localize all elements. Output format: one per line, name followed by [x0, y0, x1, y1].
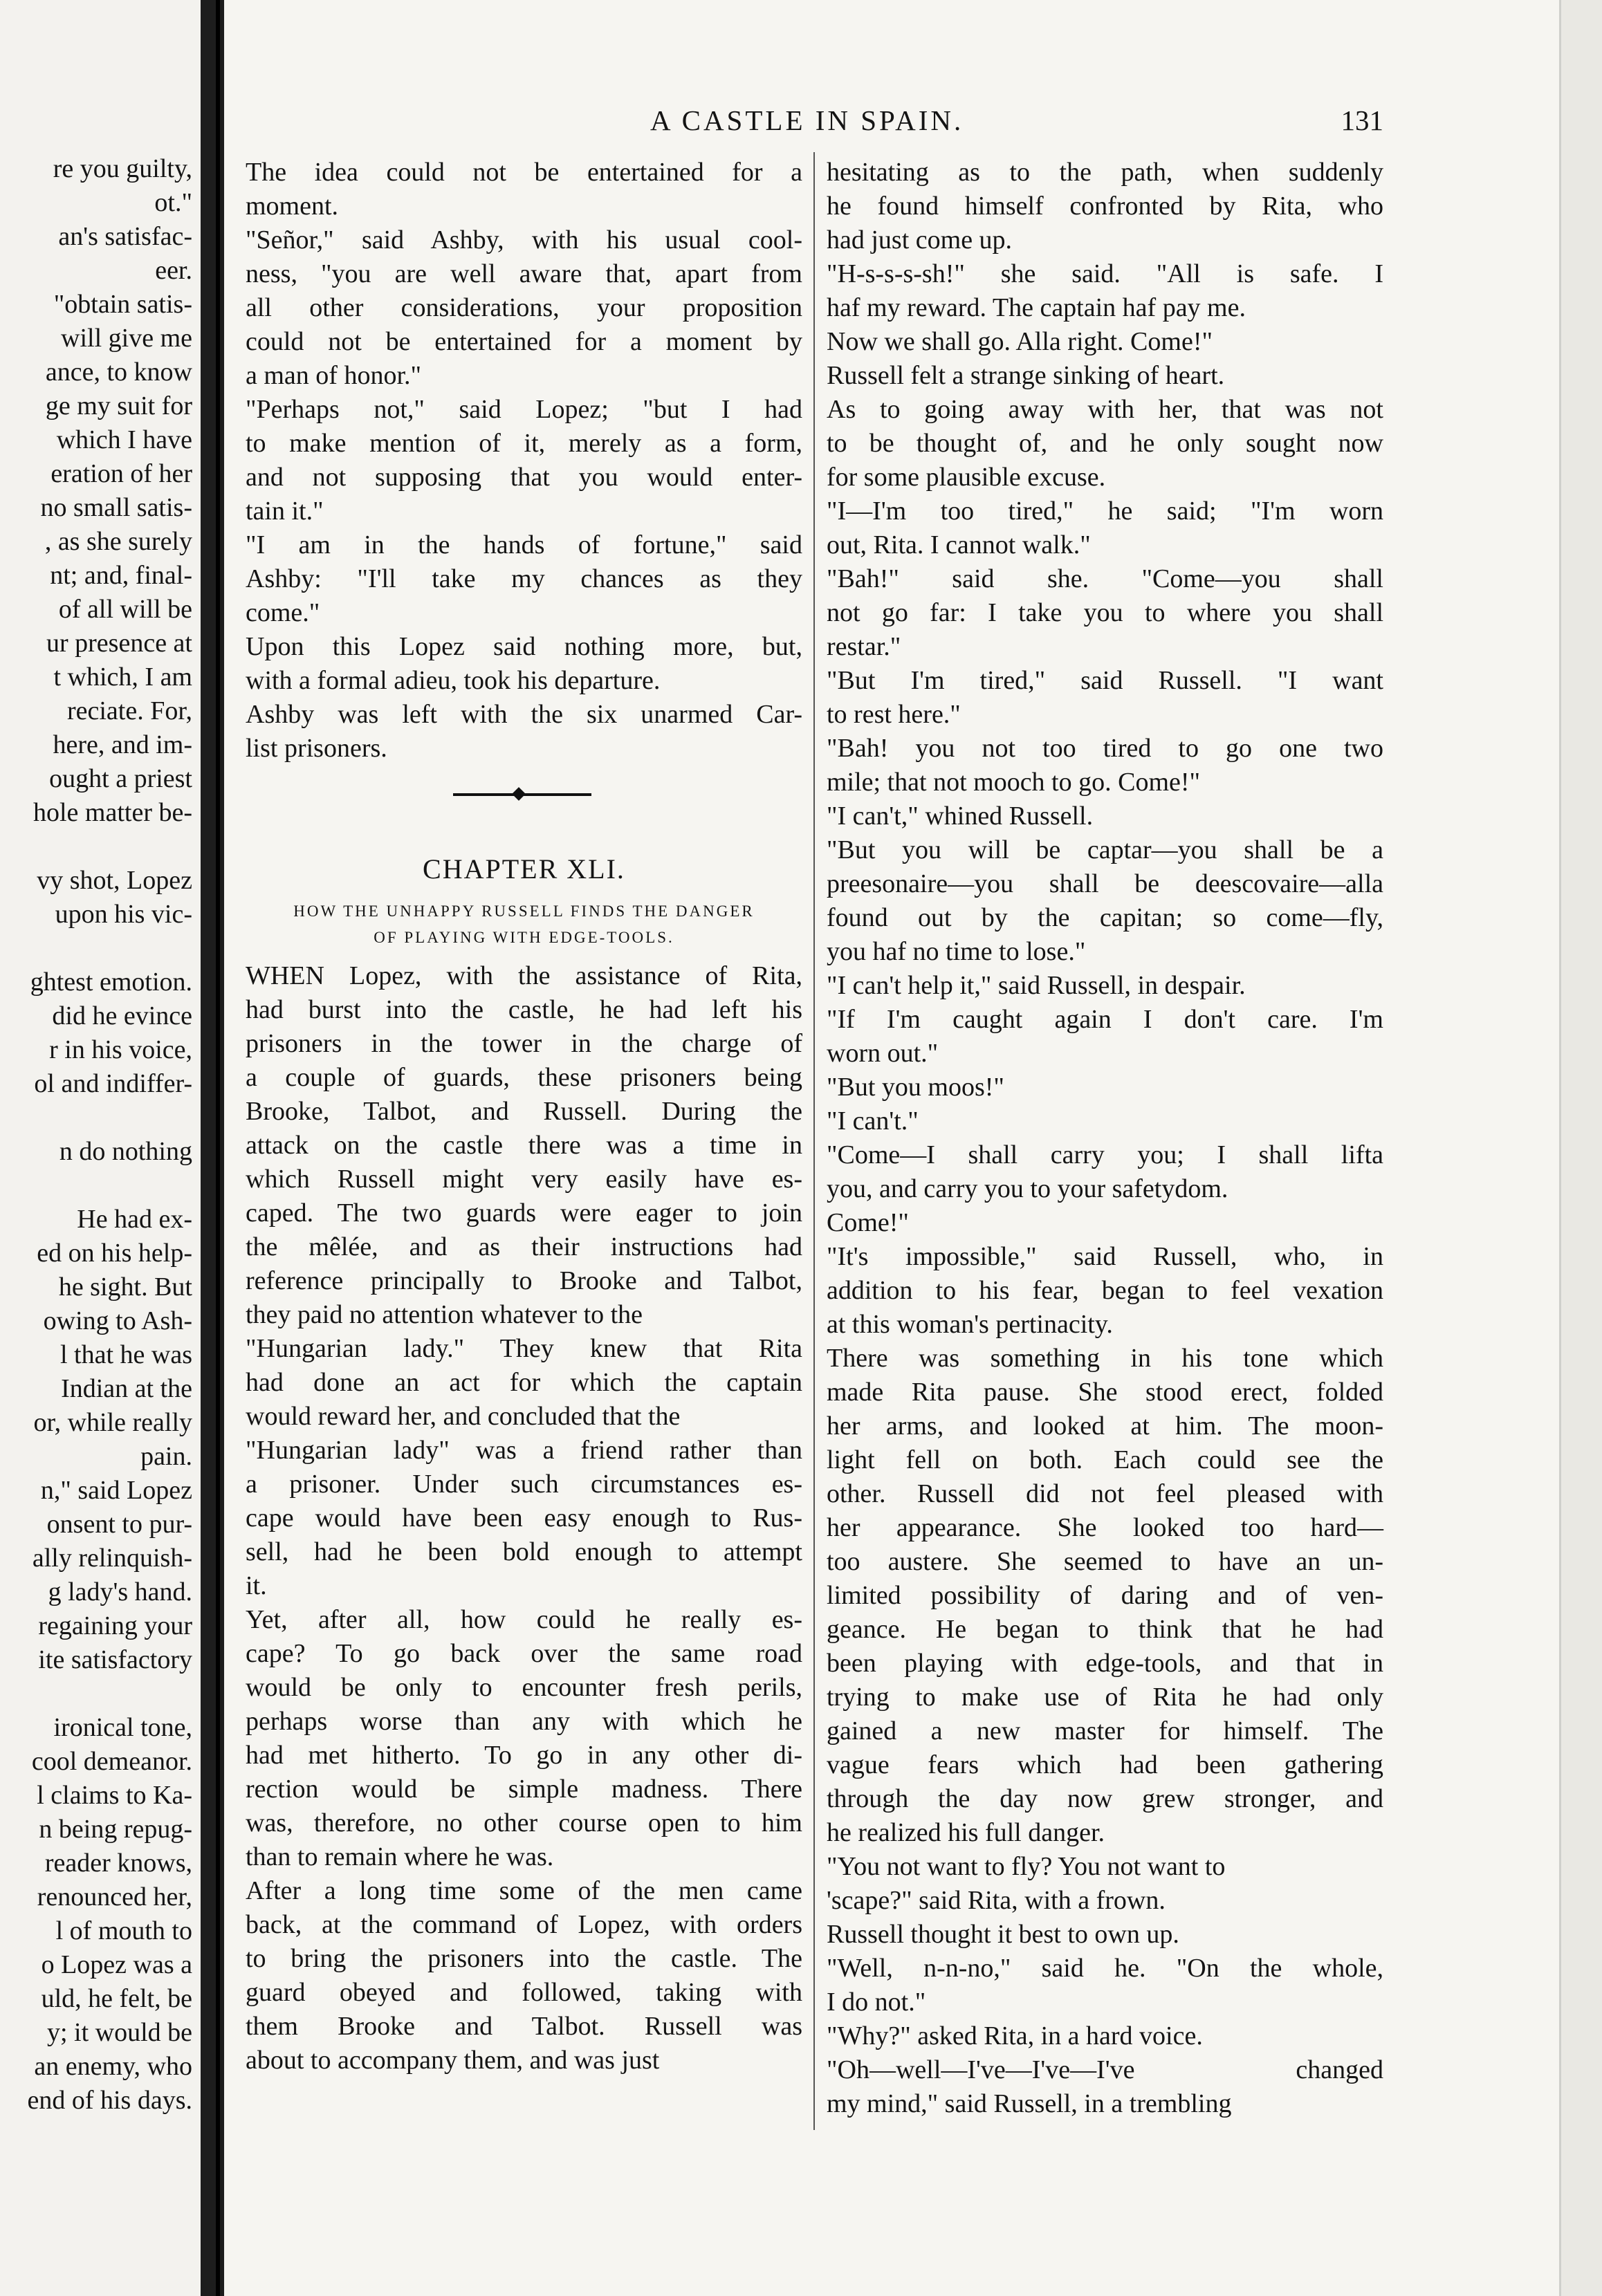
text-line: cape? To go back over the same road — [246, 1639, 802, 1668]
text-line: to be thought of, and he only sought now — [827, 429, 1383, 458]
text-line: "Well, n-n-no," said he. "On the whole, — [827, 1954, 1383, 1983]
text-line: with a formal adieu, took his departure. — [246, 666, 661, 695]
running-head — [422, 104, 1383, 145]
text-line: "I am in the hands of fortune," said — [246, 530, 802, 559]
text-line: about to accompany them, and was just — [246, 2046, 660, 2075]
text-line: "I can't." — [827, 1107, 919, 1136]
text-line: end of his days. — [27, 2086, 192, 2115]
text-line: Yet, after all, how could he really es- — [246, 1605, 802, 1634]
text-line: the mêlée, and as their instructions had — [246, 1232, 802, 1261]
text-line: The idea could not be entertained for a — [246, 158, 802, 187]
text-line: Now we shall go. Alla right. Come!" — [827, 327, 1213, 356]
text-line: could not be entertained for a moment by — [246, 327, 802, 356]
text-line: come." — [246, 598, 320, 627]
text-line: of all will be — [58, 595, 192, 624]
book-gutter — [201, 0, 224, 2296]
text-line: "Hungarian lady" was a friend rather than — [246, 1436, 802, 1465]
text-line: and not supposing that you would enter- — [246, 463, 802, 492]
text-line: was, therefore, no other course open to him — [246, 1808, 802, 1837]
text-line: addition to his fear, began to feel vexation — [827, 1276, 1383, 1305]
text-line: t which, I am — [53, 663, 192, 692]
text-line: "I can't," whined Russell. — [827, 802, 1094, 831]
text-line: ironical tone, — [53, 1713, 192, 1742]
text-line: other. Russell did not feel pleased with — [827, 1479, 1383, 1508]
text-line: them Brooke and Talbot. Russell was — [246, 2012, 802, 2041]
text-line: would reward her, and concluded that the — [246, 1402, 681, 1431]
text-line: "You not want to fly? You not want to — [827, 1852, 1226, 1881]
text-line: hole matter be- — [33, 798, 192, 827]
text-line: eer. — [155, 256, 192, 285]
text-line: out, Rita. I cannot walk." — [827, 530, 1091, 559]
text-line: I do not." — [827, 1988, 926, 2017]
text-line: ot." — [154, 188, 192, 217]
text-line: preesonaire—you shall be deescovaire—alla — [827, 869, 1383, 898]
text-line: geance. He began to think that he had — [827, 1615, 1383, 1644]
text-line: vague fears which had been gathering — [827, 1750, 1383, 1779]
paragraphs-after-chapter — [246, 959, 802, 2077]
text-line: "Oh—well—I've—I've—I've changed — [827, 2055, 1383, 2084]
text-line — [0, 830, 192, 864]
text-line: trying to make use of Rita he had only — [827, 1683, 1383, 1712]
text-line: WHEN Lopez, with the assistance of Rita, — [246, 961, 802, 990]
text-line: reference principally to Brooke and Talbot, — [246, 1266, 802, 1295]
text-line: too austere. She seemed to have an un- — [827, 1547, 1383, 1576]
chapter-subtitle-line: OF PLAYING WITH EDGE-TOOLS. — [374, 929, 674, 946]
text-line: o Lopez was a — [41, 1950, 192, 1979]
text-line: had burst into the castle, he had left his — [246, 995, 802, 1024]
text-line — [0, 1169, 192, 1203]
text-line: l claims to Ka- — [37, 1781, 192, 1810]
text-line: "H-s-s-s-sh!" she said. "All is safe. I — [827, 259, 1383, 288]
text-line: or, while really — [33, 1408, 192, 1437]
text-line: y; it would be — [46, 2018, 192, 2047]
text-line: Ashby was left with the six unarmed Car- — [246, 700, 802, 729]
text-line: worn out." — [827, 1039, 939, 1068]
text-line: 'scape?" said Rita, with a frown. — [827, 1886, 1166, 1915]
text-line: onsent to pur- — [46, 1510, 192, 1539]
text-line: "Bah! you not too tired to go one two — [827, 734, 1383, 763]
text-line: ance, to know — [45, 358, 192, 387]
text-line: moment. — [246, 192, 339, 221]
text-line: "But you will be captar—you shall be a — [827, 835, 1383, 864]
text-line: caped. The two guards were eager to join — [246, 1198, 802, 1228]
text-line: he sight. But — [58, 1272, 192, 1302]
text-line: sell, had he been bold enough to attempt — [246, 1537, 802, 1566]
text-line: l that he was — [59, 1340, 192, 1369]
text-line: been playing with edge-tools, and that in — [827, 1649, 1383, 1678]
text-line: he found himself confronted by Rita, who — [827, 192, 1383, 221]
text-line: which I have — [56, 425, 192, 454]
text-line: ge my suit for — [45, 391, 192, 420]
text-line: back, at the command of Lopez, with orders — [246, 1910, 802, 1939]
text-line: found out by the capitan; so come—fly, — [827, 903, 1383, 932]
text-line: did he evince — [52, 1001, 192, 1030]
text-line: r in his voice, — [49, 1035, 192, 1064]
text-line: Come!" — [827, 1208, 909, 1237]
text-column-right — [827, 156, 1383, 2121]
text-line: ought a priest — [49, 764, 192, 793]
text-line: perhaps worse than any with which he — [246, 1707, 802, 1736]
text-line: cool demeanor. — [31, 1747, 192, 1776]
text-line: here, and im- — [53, 730, 192, 759]
text-line — [0, 932, 192, 965]
text-line: "It's impossible," said Russell, who, in — [827, 1242, 1383, 1271]
text-line: "Why?" asked Rita, in a hard voice. — [827, 2021, 1203, 2050]
text-line: to rest here." — [827, 700, 961, 729]
column-divider — [813, 152, 815, 2130]
text-line: through the day now grew stronger, and — [827, 1784, 1383, 1813]
text-line: a man of honor." — [246, 361, 422, 390]
text-line: reader knows, — [44, 1849, 192, 1878]
text-line: ol and indiffer- — [34, 1069, 192, 1098]
paragraphs-before-chapter — [246, 156, 802, 766]
text-line: renounced her, — [37, 1882, 192, 1911]
page-number: 131 — [1341, 104, 1383, 136]
text-line: "I—I'm too tired," he said; "I'm worn — [827, 497, 1383, 526]
text-line: it. — [246, 1571, 267, 1600]
text-line: cape would have been easy enough to Rus- — [246, 1503, 802, 1533]
text-line: reciate. For, — [66, 696, 192, 725]
text-line: ur presence at — [46, 629, 192, 658]
text-line: attack on the castle there was a time in — [246, 1131, 802, 1160]
text-line: her appearance. She looked too hard— — [827, 1513, 1383, 1542]
text-line: ness, "you are well aware that, apart from — [246, 259, 802, 288]
text-line: uld, he felt, be — [41, 1984, 192, 2013]
text-line: vy shot, Lopez — [37, 866, 192, 895]
text-line: "Señor," said Ashby, with his usual cool- — [246, 225, 802, 254]
text-line: eration of her — [50, 459, 192, 488]
text-line: "Perhaps not," said Lopez; "but I had — [246, 395, 802, 424]
text-line: prisoners in the tower in the charge of — [246, 1029, 802, 1058]
text-line: There was something in his tone which — [827, 1344, 1383, 1373]
text-line: an's satisfac- — [58, 222, 192, 251]
text-line: "But I'm tired," said Russell. "I want — [827, 666, 1383, 695]
section-ornament — [246, 766, 802, 814]
text-line: Indian at the — [61, 1374, 192, 1403]
text-line: "Bah!" said she. "Come—you shall — [827, 564, 1383, 593]
text-line: had done an act for which the captain — [246, 1368, 802, 1397]
text-line: He had ex- — [77, 1205, 192, 1234]
text-line: g lady's hand. — [48, 1577, 192, 1607]
ornament-diamond — [512, 787, 526, 801]
text-line: regaining your — [38, 1611, 192, 1640]
text-line: no small satis- — [40, 493, 192, 522]
text-line: "Come—I shall carry you; I shall lifta — [827, 1140, 1383, 1169]
text-line: would be only to encounter fresh perils, — [246, 1673, 802, 1702]
text-line: had met hitherto. To go in any other di- — [246, 1741, 802, 1770]
text-line: ed on his help- — [37, 1239, 192, 1268]
text-line: owing to Ash- — [43, 1306, 192, 1335]
text-line — [0, 1101, 192, 1135]
text-line: you haf no time to lose." — [827, 937, 1086, 966]
text-line: After a long time some of the men came — [246, 1876, 802, 1905]
text-line: will give me — [61, 324, 192, 353]
text-column-left — [246, 156, 802, 2077]
text-line: a prisoner. Under such circumstances es- — [246, 1470, 802, 1499]
text-line: "But you moos!" — [827, 1073, 1004, 1102]
text-line: for some plausible excuse. — [827, 463, 1106, 492]
text-line: Russell felt a strange sinking of heart. — [827, 361, 1225, 390]
text-line: n being repug- — [39, 1815, 192, 1844]
text-line: Upon this Lopez said nothing more, but, — [246, 632, 802, 661]
text-line: not go far: I take you to where you shall — [827, 598, 1383, 627]
running-title: A CASTLE IN SPAIN. — [650, 104, 964, 136]
text-line: , as she surely — [44, 527, 192, 556]
text-line: n do nothing — [59, 1137, 192, 1166]
text-line: they paid no attention whatever to the — [246, 1300, 643, 1329]
text-line: ghtest emotion. — [30, 968, 192, 997]
gutter-shadow — [216, 0, 220, 2296]
text-line: guard obeyed and followed, taking with — [246, 1978, 802, 2007]
text-line: gained a new master for himself. The — [827, 1716, 1383, 1746]
text-line: Ashby: "I'll take my chances as they — [246, 564, 802, 593]
text-line: pain. — [140, 1442, 192, 1471]
left-page-text — [0, 152, 192, 2118]
text-line: you, and carry you to your safetydom. — [827, 1174, 1228, 1203]
text-line: he realized his full danger. — [827, 1818, 1105, 1847]
text-line: at this woman's pertinacity. — [827, 1310, 1113, 1339]
text-line — [0, 1677, 192, 1711]
text-line: n," said Lopez — [40, 1476, 192, 1505]
page-edge — [1559, 0, 1602, 2296]
chapter-heading: CHAPTER XLI. — [423, 853, 625, 885]
text-line: tain it." — [246, 497, 324, 526]
chapter-subtitle — [246, 898, 802, 951]
text-line: ally relinquish- — [32, 1544, 192, 1573]
text-line: mile; that not mooch to go. Come!" — [827, 768, 1201, 797]
text-line: my mind," said Russell, in a trembling — [827, 2089, 1232, 2118]
text-line: Brooke, Talbot, and Russell. During the — [246, 1097, 802, 1126]
text-line: which Russell might very easily have es- — [246, 1165, 802, 1194]
text-line: her arms, and looked at him. The moon- — [827, 1411, 1383, 1441]
text-line: limited possibility of daring and of ven- — [827, 1581, 1383, 1610]
text-line: "Hungarian lady." They knew that Rita — [246, 1334, 802, 1363]
text-line: ite satisfactory — [38, 1645, 192, 1674]
text-line: to make mention of it, merely as a form, — [246, 429, 802, 458]
text-line: re you guilty, — [53, 154, 192, 183]
text-line: list prisoners. — [246, 734, 387, 763]
text-line: than to remain where he was. — [246, 1842, 554, 1871]
text-line: light fell on both. Each could see the — [827, 1445, 1383, 1474]
text-line: rection would be simple madness. There — [246, 1775, 802, 1804]
text-line: "I can't help it," said Russell, in despair. — [827, 971, 1246, 1000]
text-line: hesitating as to the path, when suddenly — [827, 158, 1383, 187]
text-line: "If I'm caught again I don't care. I'm — [827, 1005, 1383, 1034]
text-line: l of mouth to — [55, 1916, 192, 1945]
text-line: nt; and, final- — [50, 561, 192, 590]
text-line: to bring the prisoners into the castle. The — [246, 1944, 802, 1973]
text-line: all other considerations, your proposition — [246, 293, 802, 322]
chapter-subtitle-line: HOW THE UNHAPPY RUSSELL FINDS THE DANGER — [293, 902, 755, 920]
text-line: upon his vic- — [55, 900, 192, 929]
text-line: "obtain satis- — [53, 290, 192, 319]
text-line: Russell thought it best to own up. — [827, 1920, 1179, 1949]
text-line: haf my reward. The captain haf pay me. — [827, 293, 1246, 322]
text-line: restar." — [827, 632, 901, 661]
text-line: made Rita pause. She stood erect, folded — [827, 1378, 1383, 1407]
text-line: a couple of guards, these prisoners being — [246, 1063, 802, 1092]
text-line: had just come up. — [827, 225, 1013, 254]
left-page-fragment — [0, 0, 201, 2296]
text-line: As to going away with her, that was not — [827, 395, 1383, 424]
text-line: an enemy, who — [34, 2052, 192, 2081]
